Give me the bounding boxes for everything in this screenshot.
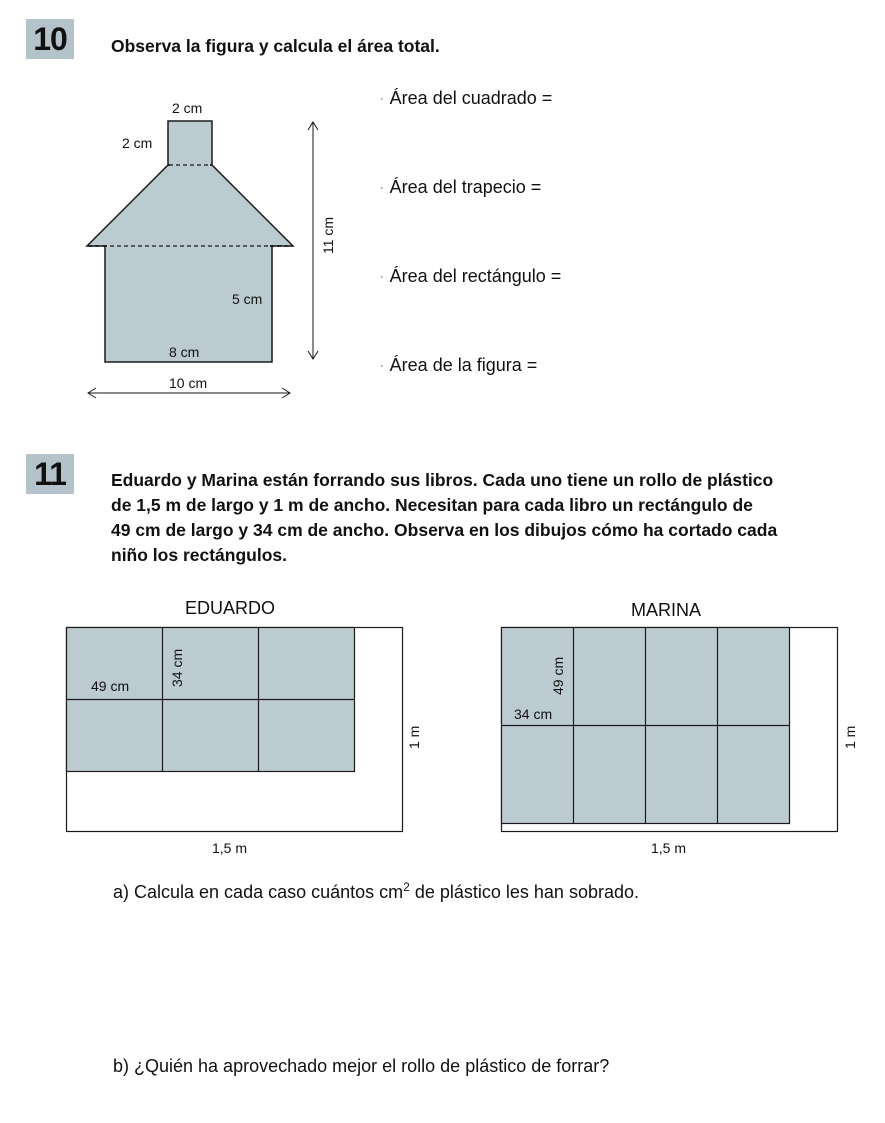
label-rect-height: 5 cm bbox=[232, 291, 263, 307]
question-a-text: a) Calcula en cada caso cuántos cm bbox=[113, 882, 404, 902]
chimney-square bbox=[168, 121, 212, 165]
area-line-text: Área del cuadrado = bbox=[389, 88, 553, 108]
label-total-width: 10 cm bbox=[169, 375, 208, 391]
label-rect-width: 8 cm bbox=[169, 344, 200, 360]
marina-title: MARINA bbox=[631, 600, 702, 620]
question-b: b) ¿Quién ha aprovechado mejor el rollo de plástico de forrar? bbox=[113, 1056, 610, 1076]
area-line-trapezoid: · Área del trapecio = bbox=[380, 177, 542, 197]
area-line-text: Área del rectángulo = bbox=[389, 266, 562, 286]
label-total-height: 11 cm bbox=[320, 216, 336, 254]
label-chimney-height: 2 cm bbox=[122, 135, 153, 151]
question-a-text-end: de plástico les han sobrado. bbox=[409, 882, 639, 902]
question-a bbox=[113, 880, 639, 903]
roof-trapezoid bbox=[87, 165, 293, 246]
area-line-rectangle: · Área del rectángulo = bbox=[380, 266, 562, 286]
plastic-roll-diagrams bbox=[0, 615, 885, 865]
eduardo-bottom-label: 1,5 m bbox=[212, 840, 248, 856]
marina-width-label: 34 cm bbox=[514, 706, 553, 722]
area-line-text: Área de la figura = bbox=[389, 355, 538, 375]
eduardo-side-label: 1 m bbox=[406, 725, 422, 749]
prompt-line: 49 cm de largo y 34 cm de ancho. Observa en los dibujos cómo ha cortado cada bbox=[111, 520, 778, 540]
eduardo-title: EDUARDO bbox=[185, 598, 276, 618]
exercise-number: 11 bbox=[34, 455, 66, 492]
label-chimney-width: 2 cm bbox=[172, 100, 203, 116]
question-a-superscript: 2 bbox=[403, 880, 410, 894]
eduardo-diagram bbox=[67, 628, 423, 857]
marina-side-label: 1 m bbox=[842, 725, 858, 749]
marina-diagram bbox=[502, 628, 859, 857]
eduardo-length-label: 49 cm bbox=[91, 678, 130, 694]
marina-length-label: 49 cm bbox=[550, 656, 566, 695]
area-line-text: Área del trapecio = bbox=[389, 177, 542, 197]
exercise-prompt bbox=[111, 468, 871, 568]
exercise-number-badge bbox=[26, 454, 74, 494]
area-line-figure: · Área de la figura = bbox=[380, 355, 538, 375]
prompt-line: niño los rectángulos. bbox=[111, 545, 287, 565]
eduardo-width-label: 34 cm bbox=[169, 648, 185, 687]
marina-bottom-label: 1,5 m bbox=[651, 840, 687, 856]
prompt-line: de 1,5 m de largo y 1 m de ancho. Necesitan para cada libro un rectángulo de bbox=[111, 495, 753, 515]
exercise-prompt: Observa la figura y calcula el área total. bbox=[111, 36, 440, 56]
prompt-line: Eduardo y Marina están forrando sus libros. Cada uno tiene un rollo de plástico bbox=[111, 470, 774, 490]
exercise-number: 10 bbox=[33, 20, 67, 57]
area-line-square: · Área del cuadrado = bbox=[380, 88, 553, 108]
